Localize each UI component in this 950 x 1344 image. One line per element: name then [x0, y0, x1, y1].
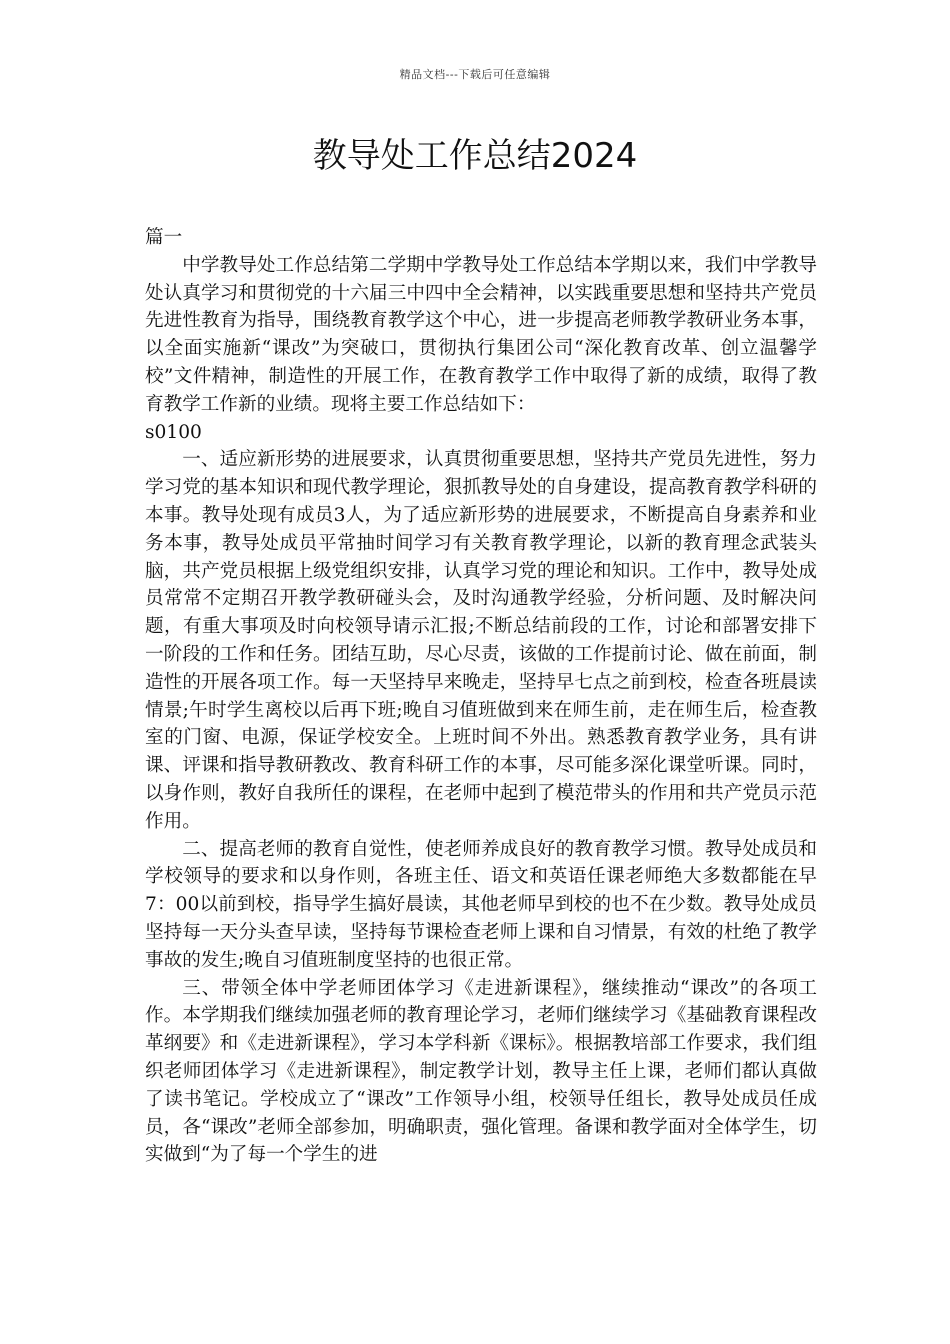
paragraph-section-1: 一、适应新形势的进展要求，认真贯彻重要思想，坚持共产党员先进性，努力学习党的基本知识和现代教学理论，狠抓教导处的自身建设，提高教育教学科研的本事。教导处现有成员3人，为了适应新形势的进展要求，不断提高自身素养和业务本事，教导处成员平常抽时间学习有关教育教学理论，以新的教育理念武装头脑，共产党员根据上级党组织安排，认真学习党的理论和知识。工作中，教导处成员常常不定期召开教学教研碰头会，及时沟通教学经验，分析问题、及时解决问题，有重大事项及时向校领导请示汇报;不断总结前段的工作，讨论和部署安排下一阶段的工作和任务。团结互助，尽心尽责，该做的工作提前讨论、做在前面，制造性的开展各项工作。每一天坚持早来晚走，坚持早七点之前到校，检查各班晨读情景;午时学生离校以后再下班;晚自习值班做到来在师生前，走在师生后，检查教室的门窗、电源，保证学校安全。上班时间不外出。熟悉教育教学业务，具有讲课、评课和指导教研教改、教育科研工作的本事，尽可能多深化课堂听课。同时，以身作则，教好自我所任的课程，在老师中起到了模范带头的作用和共产党员示范作用。 [145, 449, 817, 832]
document-title: 教导处工作总结2024 [312, 136, 638, 176]
section-label: 篇一 [145, 227, 183, 248]
document-body [145, 224, 817, 1169]
paragraph-section-3: 三、带领全体中学老师团体学习《走进新课程》，继续推动“课改”的各项工作。本学期我们继续加强老师的教育理论学习，老师们继续学习《基础教育课程改革纲要》和《走进新课程》，学习本学科新《课标》。根据教培部工作要求，我们组织老师团体学习《走进新课程》，制定教学计划，教导主任上课，老师们都认真做了读书笔记。学校成立了“课改”工作领导小组，校领导任组长，教导处成员任成员，各“课改”老师全部参加，明确职责，强化管理。备课和教学面对全体学生，切实做到“为了每一个学生的进 [145, 977, 817, 1166]
paragraph-intro: 中学教导处工作总结第二学期中学教导处工作总结本学期以来，我们中学教导处认真学习和贯彻党的十六届三中四中全会精神，以实践重要思想和坚持共产党员先进性教育为指导，围绕教育教学这个中心，进一步提高老师教学教研业务本事，以全面实施新“课改”为突破口，贯彻执行集团公司“深化教育改革、创立温馨学校”文件精神，制造性的开展工作，在教育教学工作中取得了新的成绩，取得了教育教学工作新的业绩。现将主要工作总结如下： [145, 254, 817, 415]
header-note: 精品文档---下载后可任意编辑 [399, 68, 551, 81]
paragraph-section-2: 二、提高老师的教育自觉性，使老师养成良好的教育教学习惯。教导处成员和学校领导的要求和以身作则，各班主任、语文和英语任课老师绝大多数都能在早7：00以前到校，指导学生搞好晨读，其他老师早到校的也不在少数。教导处成员坚持每一天分头查早读，坚持每节课检查老师上课和自习情景，有效的杜绝了教学事故的发生;晚自习值班制度坚持的也很正常。 [145, 838, 817, 971]
code-line: s0100 [145, 421, 202, 443]
